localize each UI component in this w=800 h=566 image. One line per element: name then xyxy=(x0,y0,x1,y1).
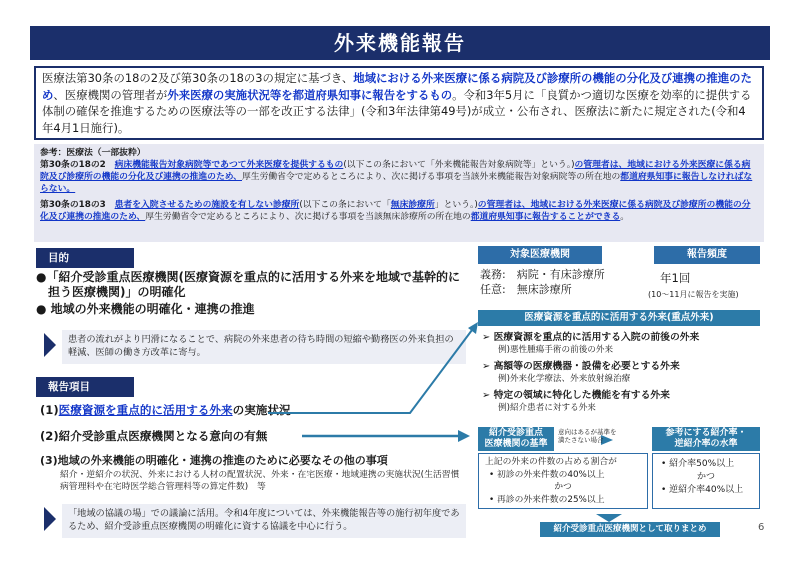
law-section-2-text: 厚生労働省令で定めるところにより、次に掲げる事項を当該無床診療所の所在地の xyxy=(145,212,471,222)
page-title: 外来機能報告 xyxy=(30,26,770,60)
intro-text-2: 、医療機関の管理者が xyxy=(53,87,168,102)
page-number: 6 xyxy=(758,522,765,533)
law-section-2-term: 無床診療所 xyxy=(390,200,435,210)
resource-item-title: ➢ 医療資源を重点的に活用する入院の前後の外来 xyxy=(482,332,700,343)
resource-item-example: 例)紹介患者に対する外来 xyxy=(498,403,596,413)
report-item-1-link: 医療資源を重点的に活用する外来 xyxy=(58,403,233,417)
criteria-left-line: かつ xyxy=(554,482,572,492)
connector-arrowhead-2 xyxy=(458,430,470,442)
law-heading: 参考：医療法（一部抜粋） xyxy=(40,148,146,158)
report-item-2: (2)紹介受診重点医療機関となる意向の有無 xyxy=(40,429,268,443)
target-line-2: 任意: 無床診療所 xyxy=(480,283,572,296)
criteria-header-2 xyxy=(652,427,760,451)
law-section-2-label: 第30条の18の3 xyxy=(40,200,106,210)
report-item-1-suffix: の実施状況 xyxy=(232,403,291,417)
criteria-header-1 xyxy=(478,427,554,451)
purpose-note: 患者の流れがより円滑になることで、病院の外来患者の待ち時間の短縮や勤務医の外来負担の軽減、医師の働き方改革に寄与。 xyxy=(62,330,466,364)
law-section-1-subject: 病床機能報告対象病院等であつて外来医療を提供するもの xyxy=(114,160,344,170)
law-section-2-end: 。 xyxy=(620,212,630,222)
intro-text-3: 。令和3年5月に「良質かつ適切な医療を効率的に提供する体制の確保を推進するための医療法等の一部を改正する法律」(令和3年法律第49号)が成立・公布され、医療法に新たに規定された(令和4年4月1日施行)。 xyxy=(42,87,752,135)
connector-arrow-1 xyxy=(268,330,472,413)
law-section-1-duty: の管理者は、地域における外来医療に係る病院及び診療所の機能の分化及び連携の推進のため、 xyxy=(40,160,751,182)
purpose-bullet-2: ● 地域の外来機能の明確化・連携の推進 xyxy=(36,302,255,316)
law-section-1-paren: (以下この条において「外来機能報告対象病院等」という。) xyxy=(343,160,575,170)
purpose-tag: 目的 xyxy=(36,248,134,268)
report-item-3-note: 紹介・逆紹介の状況、外来における人材の配置状況、外来・在宅医療・地域連携の実施状況(生活習慣病管理料や在宅時医学総合管理料等の算定件数) 等 xyxy=(60,470,460,492)
law-section-1-label: 第30条の18の2 xyxy=(40,160,106,170)
law-section-2-duty: の管理者は、地域における外来医療に係る病院及び診療所の機能の分化及び連携の推進のため、 xyxy=(40,200,751,222)
resource-item-title: ➢ 特定の領域に特化した機能を有する外来 xyxy=(482,390,670,401)
resource-outpatient-header: 医療資源を重点的に活用する外来(重点外来) xyxy=(478,310,760,326)
frequency-value: 年1回 xyxy=(660,271,691,285)
criteria-left-line: 上記の外来の件数の占める割合が xyxy=(485,457,617,467)
criteria-header-2-line-1: 参考にする紹介率・ xyxy=(665,428,747,438)
frequency-note: (10～11月に報告を実施) xyxy=(648,290,739,299)
criteria-left-line: • 初診の外来件数の40%以上 xyxy=(489,469,605,480)
criteria-left-box xyxy=(478,453,648,509)
criteria-header-2-line-2: 逆紹介率の水準 xyxy=(674,439,738,449)
criteria-small-note-line-2: 満たさない場合 xyxy=(558,436,604,444)
target-header: 対象医療機関 xyxy=(478,246,602,264)
intro-highlight-2: 外来医療の実施状況等を都道府県知事に報告をするもの xyxy=(167,87,453,102)
law-section-2-paren-close: 」という。) xyxy=(434,200,478,210)
criteria-right-line: • 紹介率50%以上 xyxy=(661,459,735,469)
conclusion-arrow-icon xyxy=(596,514,622,522)
target-line-1: 義務: 病院・有床診療所 xyxy=(480,268,605,281)
purpose-bullet-1: ●「紹介受診重点医療機関(医療資源を重点的に活用する外来を地域で基幹的に担う医療機関)」の明確化 xyxy=(36,270,460,299)
criteria-small-note-line-1: 意向はあるが基準を xyxy=(558,428,617,436)
report-tag: 報告項目 xyxy=(36,377,134,397)
law-section-2-report: 都道府県知事に報告することができる xyxy=(470,212,621,222)
criteria-small-note xyxy=(558,428,617,444)
criteria-left-line: • 再診の外来件数の25%以上 xyxy=(489,494,605,505)
criteria-right-line: • 逆紹介率40%以上 xyxy=(661,485,744,495)
resource-item-example: 例)外来化学療法、外来放射線治療 xyxy=(498,374,631,384)
frequency-header: 報告頻度 xyxy=(654,246,760,264)
criteria-header-1-line-1: 紹介受診重点 xyxy=(488,428,543,438)
law-section-2-paren-open: (以下この条において「 xyxy=(299,200,391,210)
law-section-2-subject: 患者を入院させるための施設を有しない診療所 xyxy=(114,200,300,210)
criteria-header-1-line-2: 医療機関の基準 xyxy=(484,439,548,449)
criteria-right-box xyxy=(652,453,760,509)
law-section-1-text: 厚生労働省令で定めるところにより、次に掲げる事項を当該外来機能報告対象病院等の所在地の xyxy=(241,172,621,182)
criteria-right-line: かつ xyxy=(696,472,715,482)
law-section-1-report: 都道府県知事に報告しなければならない。 xyxy=(40,172,753,194)
report-item-3: (3)地域の外来機能の明確化・連携の推進のために必要なその他の事項 xyxy=(40,454,388,467)
resource-item-title: ➢ 高額等の医療機器・設備を必要とする外来 xyxy=(482,361,680,372)
intro-highlight-1: 地域における外来医療に係る病院及び診療所の機能の分化及び連携の推進のため xyxy=(42,71,752,102)
resource-item-example: 例)悪性腫瘍手術の前後の外来 xyxy=(498,345,614,355)
intro-text-1: 医療法第30条の18の2及び第30条の18の3の規定に基づき、 xyxy=(42,71,354,85)
bottom-note: 「地域の協議の場」での議論に活用。令和4年度については、外来機能報告等の施行初年度であるため、紹介受診重点医療機関の明確化に資する協議を中心に行う。 xyxy=(62,504,466,538)
report-item-1-prefix: (1) xyxy=(40,403,59,417)
conclusion-bar: 紹介受診重点医療機関として取りまとめ xyxy=(540,522,720,537)
